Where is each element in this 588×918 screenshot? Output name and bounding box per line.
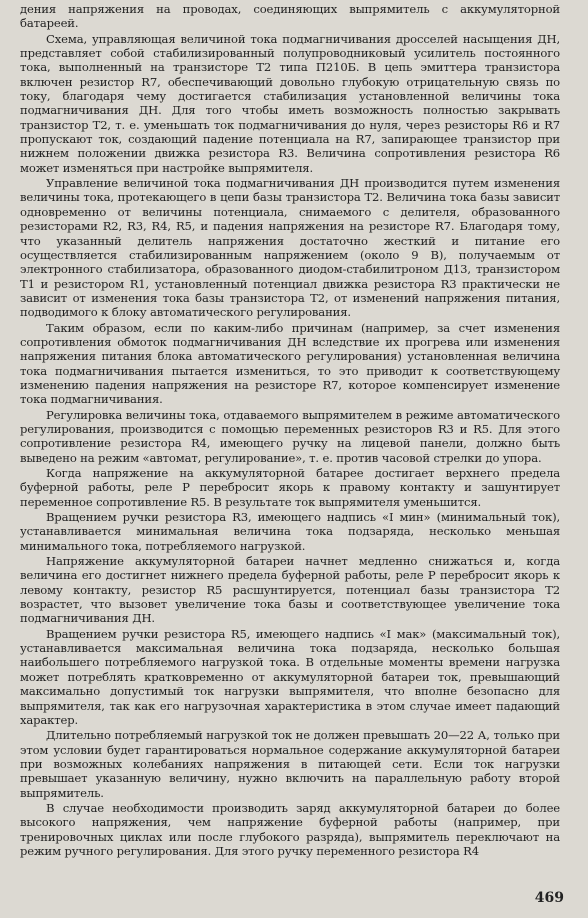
paragraph-lower-limit: Напряжение аккумуляторной батареи начнет медленно снижаться и, когда величина его достигнет нижнего предела буферной работы, реле Р перебросит якорь к левому контакту, резистор R5 расшунтируется, потенциал базы транзистора Т2 возрастет, что вызовет увеличение тока базы и соответствующее увеличение тока подмагничивания ДН.: [20, 554, 560, 626]
paragraph-continuation: дения напряжения на проводах, соединяющих выпрямитель с аккумуляторной батареей.: [20, 2, 560, 31]
paragraph-upper-limit: Когда напряжение на аккумуляторной батарее достигает верхнего предела буферной работы, реле Р перебросит якорь к правому контакту и зашунтирует переменное сопротивление R5. В результате ток выпрямителя уменьшится.: [20, 466, 560, 509]
paragraph-regulation: Регулировка величины тока, отдаваемого выпрямителем в режиме автоматического регулирования, производится с помощью переменных резисторов R3 и R5. Для этого сопротивление резистора R4, имеющего ручку на лицевой панели, должно быть выведено на режим «автомат, регулирование», т. е. против часовой стрелки до упора.: [20, 407, 560, 465]
paragraph-load-limit: Длительно потребляемый нагрузкой ток не должен превышать 20—22 А, только при этом условии будет гарантироваться нормальное содержание аккумуляторной батареи при возможных колебаниях напряжения в питающей сети. Если ток нагрузки превышает указанную величину, нужно включить на параллельную работу второй выпрямитель.: [20, 728, 560, 800]
paragraph-current-control: Управление величиной тока подмагничивания ДН производится путем изменения величины тока, протекающего в цепи базы транзистора Т2. Величина тока базы зависит одновременно от величины потенциала, снимаемого с делителя, образованного резисторами R2, R3, R4, R5, и падения напряжения на резисторе R7. Благодаря тому, что указанный делитель напряжения достаточно жесткий и питание его осуществляется стабилизированным напряжением (около 9 В), получаемым от электронного стабилизатора, образованного диодом-стабилитроном Д13, транзистором Т1 и резистором R1, установленный потенциал движка резистора R3 практически не зависит от изменения тока базы транзистора Т2, от изменений напряжения питания, подводимого к блоку автоматического регулирования.: [20, 176, 560, 320]
paragraph-manual-mode: В случае необходимости производить заряд аккумуляторной батареи до более высокого напряжения, чем напряжение буферной работы (например, при тренировочных циклах или после глубокого разряда), выпрямитель переключают на режим ручного регулирования. Для этого ручку переменного резистора R4: [20, 800, 560, 858]
page-number: 469: [534, 890, 564, 906]
paragraph-control-circuit: Схема, управляющая величиной тока подмагничивания дросселей насыщения ДН, представляет собой стабилизированный полупроводниковый усилитель постоянного тока, выполненный на транзисторе Т2 типа П210Б. В цепь эмиттера транзистора включен резистор R7, обеспечивающий довольно глубокую отрицательную связь по току, благодаря чему достигается стабилизация установленной величины тока подмагничивания ДН. Для того чтобы иметь возможность полностью закрывать транзистор Т2, т. е. уменьшать ток подмагничивания до нуля, через резисторы R6 и R7 пропускают ток, создающий падение потенциала на R7, запирающее транзистор при нижнем положении движка резистора R3. Величина сопротивления резистора R6 может изменяться при настройке выпрямителя.: [20, 31, 560, 175]
paragraph-compensation: Таким образом, если по каким-либо причинам (например, за счет изменения сопротивления обмоток подмагничивания ДН вследствие их прогрева или изменения напряжения питания блока автоматического регулирования) установленная величина тока подмагничивания пытается измениться, то это приводит к соответствующему изменению падения напряжения на резисторе R7, которое компенсирует изменение тока подмагничивания.: [20, 320, 560, 407]
paragraph-min-current: Вращением ручки резистора R3, имеющего надпись «I мин» (минимальный ток), устанавливается минимальная величина тока подзаряда, несколько меньшая минимального тока, потребляемого нагрузкой.: [20, 510, 560, 553]
paragraph-max-current: Вращением ручки резистора R5, имеющего надпись «I мак» (максимальный ток), устанавливается максимальная величина тока подзаряда, несколько большая наибольшего потребляемого нагрузкой тока. В отдельные моменты времени нагрузка может потреблять кратковременно от аккумуляторной батареи ток, превышающий максимально допустимый ток нагрузки выпрямителя, что вполне безопасно для выпрямителя, так как его нагрузочная характеристика в этом случае имеет падающий характер.: [20, 626, 560, 727]
